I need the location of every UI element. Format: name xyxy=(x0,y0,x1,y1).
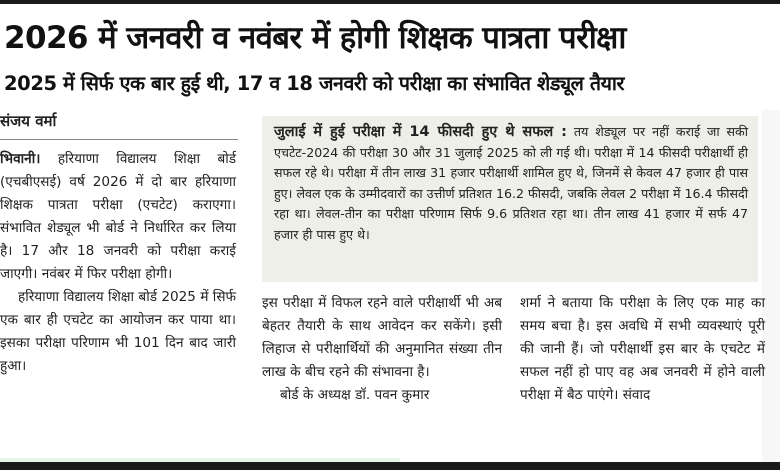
column1-para1 xyxy=(0,148,236,286)
sidebar-box xyxy=(262,116,758,282)
headline: 2026 में जनवरी व नवंबर में होगी शिक्षक पात्रता परीक्षा xyxy=(4,20,626,56)
top-frame-bar xyxy=(0,0,780,4)
box-body: तय शेड्यूल पर नहीं कराई जा सकी एचटेट-2024 की परीक्षा 30 और 31 जुलाई 2025 को ली गई थी। परीक्षा में 14 फीसदी परीक्षार्थी ही सफल रहे थे। परीक्षा में तीन लाख 31 हजार परीक्षार्थी शामिल हुए थे, जिनमें से केवल 47 हजार ही पास हुए। लेवल एक के उम्मीदवारों का उत्तीर्ण प्रतिशत 16.2 फीसदी, जबकि लेवल 2 परीक्षा में 16.4 फीसदी रहा था। लेवल-तीन का परीक्षा परिणाम सिर्फ 9.6 प्रतिशत रहा था। तीन लाख 41 हजार में सर्फ 47 हजार ही पास हुए थे। xyxy=(274,124,748,242)
bottom-frame-bar xyxy=(0,462,780,470)
article-column-1 xyxy=(0,148,236,378)
article-column-3 xyxy=(520,292,765,407)
subheadline: 2025 में सिर्फ एक बार हुई थी, 17 व 18 जनवरी को परीक्षा का संभावित शेड्यूल तैयार xyxy=(4,72,625,95)
dateline: भिवानी। xyxy=(0,151,41,167)
column1-para1-text: हरियाणा विद्यालय शिक्षा बोर्ड (एचबीएसई) वर्ष 2026 में दो बार हरियाणा शिक्षक पात्रता परीक्षा (एचटेट) कराएगा। संभावित शेड्यूल भी बोर्ड ने निर्धारित कर लिया है। 17 और 18 जनवरी को परीक्षा कराई जाएगी। नवंबर में फिर परीक्षा होगी। xyxy=(0,151,236,282)
column2-para2: बोर्ड के अध्यक्ष डॉ. पवन कुमार xyxy=(280,387,430,403)
column3-para1: शर्मा ने बताया कि परीक्षा के लिए एक माह का समय बचा है। इस अवधि में सभी व्यवस्थाएं पूरी की जानी हैं। जो परीक्षार्थी इस बार के एचटेट में सफल नहीं हो पाए वह अब जनवरी में होने वाली परीक्षा में बैठ पाएंगे। संवाद xyxy=(520,295,765,403)
article-column-2 xyxy=(262,292,502,407)
byline: संजय वर्मा xyxy=(0,112,57,130)
byline-divider xyxy=(0,139,238,140)
box-title: जुलाई में हुई परीक्षा में 14 फीसदी हुए थे सफल : xyxy=(274,124,567,140)
page-edge xyxy=(762,110,780,462)
column2-para1: इस परीक्षा में विफल रहने वाले परीक्षार्थी भी अब बेहतर तैयारी के साथ आवेदन कर सकेंगे। इसी लिहाज से परीक्षार्थियों की अनुमानित संख्या तीन लाख के बीच रहने की संभावना है। xyxy=(262,295,502,380)
column1-para2: हरियाणा विद्यालय शिक्षा बोर्ड 2025 में सिर्फ एक बार ही एचटेट का आयोजन कर पाया था। इसका परीक्षा परिणाम भी 101 दिन बाद जारी हुआ। xyxy=(0,289,236,374)
